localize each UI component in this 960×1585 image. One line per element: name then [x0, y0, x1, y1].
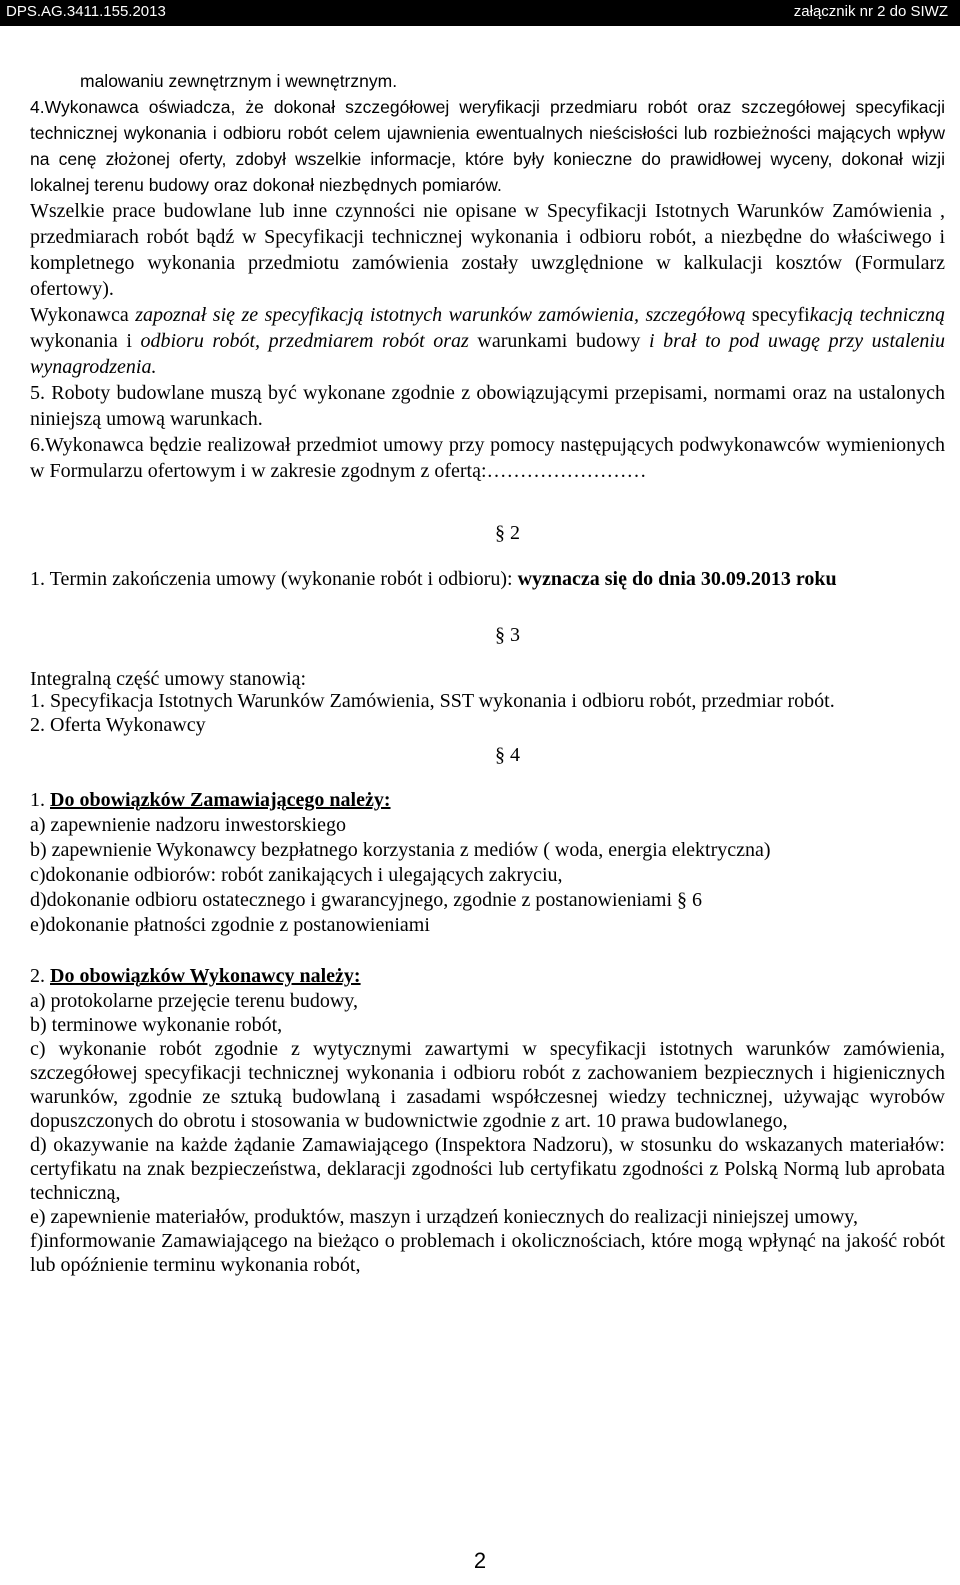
paragraph-termin: 1. Termin zakończenia umowy (wykonanie robót i odbioru): wyznacza się do dnia 30.09.2013 roku [30, 568, 837, 590]
wykonawca-duties-list [30, 989, 945, 1277]
integral-part-2: 2. Oferta Wykonawcy [30, 714, 206, 736]
list-item: b) zapewnienie Wykonawcy bezpłatnego korzystania z mediów ( woda, energia elektryczna) [30, 839, 771, 861]
list-item: d)dokonanie odbioru ostatecznego i gwarancyjnego, zgodnie z postanowieniami § 6 [30, 889, 703, 911]
list-item: b) terminowe wykonanie robót, [30, 1014, 283, 1036]
document-reference: DPS.AG.3411.155.2013 [6, 3, 166, 20]
page-header [0, 0, 960, 26]
list-item: d) okazywanie na każde żądanie Zamawiającego (Inspektora Nadzoru), w stosunku do wskazanych materiałów: certyfikatu na znak bezpieczeństwa, deklaracji zgodności lub certyfikatu zgodności z Polską Normą lub aprobata techniczną, [30, 1134, 945, 1204]
list-item: a) zapewnienie nadzoru inwestorskiego [30, 814, 346, 836]
paragraph-6: 6.Wykonawca będzie realizował przedmiot umowy przy pomocy następujących podwykonawców wymienionych w Formularzu ofertowym i w zakresie zgodnym z ofertą:…………………… [30, 434, 945, 482]
paragraph-5: 5. Roboty budowlane muszą być wykonane zgodnie z obowiązującymi przepisami, normami oraz na ustalonych niniejszą umową warunkach. [30, 382, 945, 430]
integral-part-1: 1. Specyfikacja Istotnych Warunków Zamówienia, SST wykonania i odbioru robót, przedmiar robót. [30, 690, 835, 712]
section-heading-3: § 3 [495, 624, 520, 646]
wykonawca-duties-title: 2. Do obowiązków Wykonawcy należy: [30, 965, 361, 987]
zamawiajacy-duties-title: 1. Do obowiązków Zamawiającego należy: [30, 789, 391, 811]
section-heading-2: § 2 [495, 522, 520, 544]
list-item: c)dokonanie odbiorów: robót zanikających i ulegających zakryciu, [30, 864, 563, 886]
list-item: c) wykonanie robót zgodnie z wytycznymi zawartymi w specyfikacji istotnych warunków zamówienia, szczegółowej specyfikacji technicznej wykonania i odbioru robót z zachowaniem bezpiecznych i higienicznych warunków, zgodnie ze sztuką budowlaną i zasadami współczesnej wiedzy technicznej, używając wyrobów dopuszczonych do obrotu i stosowania w budownictwie zgodnie z art. 10 prawa budowlanego, [30, 1038, 945, 1132]
page-number: 2 [473, 1548, 487, 1573]
paragraph-wszelkie: Wszelkie prace budowlane lub inne czynności nie opisane w Specyfikacji Istotnych Warunków Zamówienia , przedmiarach robót bądź w Specyfikacji technicznej wykonania i odbioru robót, a niezbędne do właściwego i kompletnego wykonania przedmiotu zamówienia zostały uwzględnione w kalkulacji kosztów (Formularz ofertowy). [30, 200, 945, 300]
paragraph-4: 4.Wykonawca oświadcza, że dokonał szczegółowej weryfikacji przedmiaru robót oraz szczegółowej specyfikacji technicznej wykonania i odbioru robót celem ujawnienia ewentualnych nieścisłości lub rozbieżności mających wpływ na cenę złożonej oferty, zdobył wszelkie informacje, które były konieczne do prawidłowej wyceny, dokonał wizji lokalnej terenu budowy oraz dokonał niezbędnych pomiarów. [30, 97, 945, 195]
integral-parts-title: Integralną część umowy stanowią: [30, 668, 307, 690]
list-item: e)dokonanie płatności zgodnie z postanowieniami [30, 914, 430, 936]
paragraph-malowanie: malowaniu zewnętrznym i wewnętrznym. [80, 71, 398, 91]
zamawiajacy-duties-list [30, 813, 945, 938]
list-item: a) protokolarne przejęcie terenu budowy, [30, 990, 358, 1012]
attachment-label: załącznik nr 2 do SIWZ [793, 3, 948, 20]
paragraph-zapoznal: Wykonawca zapoznał się ze specyfikacją istotnych warunków zamówienia, szczegółową specyfikacją techniczną wykonania i odbioru robót, przedmiarem robót oraz warunkami budowy i brał to pod uwagę przy ustaleniu wynagrodzenia. [30, 304, 945, 378]
section-heading-4: § 4 [495, 744, 520, 766]
list-item: f)informowanie Zamawiającego na bieżąco o problemach i okolicznościach, które mogą wpłynąć na jakość robót lub opóźnienie terminu wykonania robót, [30, 1230, 945, 1276]
document-body [30, 68, 945, 1277]
list-item: e) zapewnienie materiałów, produktów, maszyn i urządzeń koniecznych do realizacji niniejszej umowy, [30, 1206, 858, 1228]
